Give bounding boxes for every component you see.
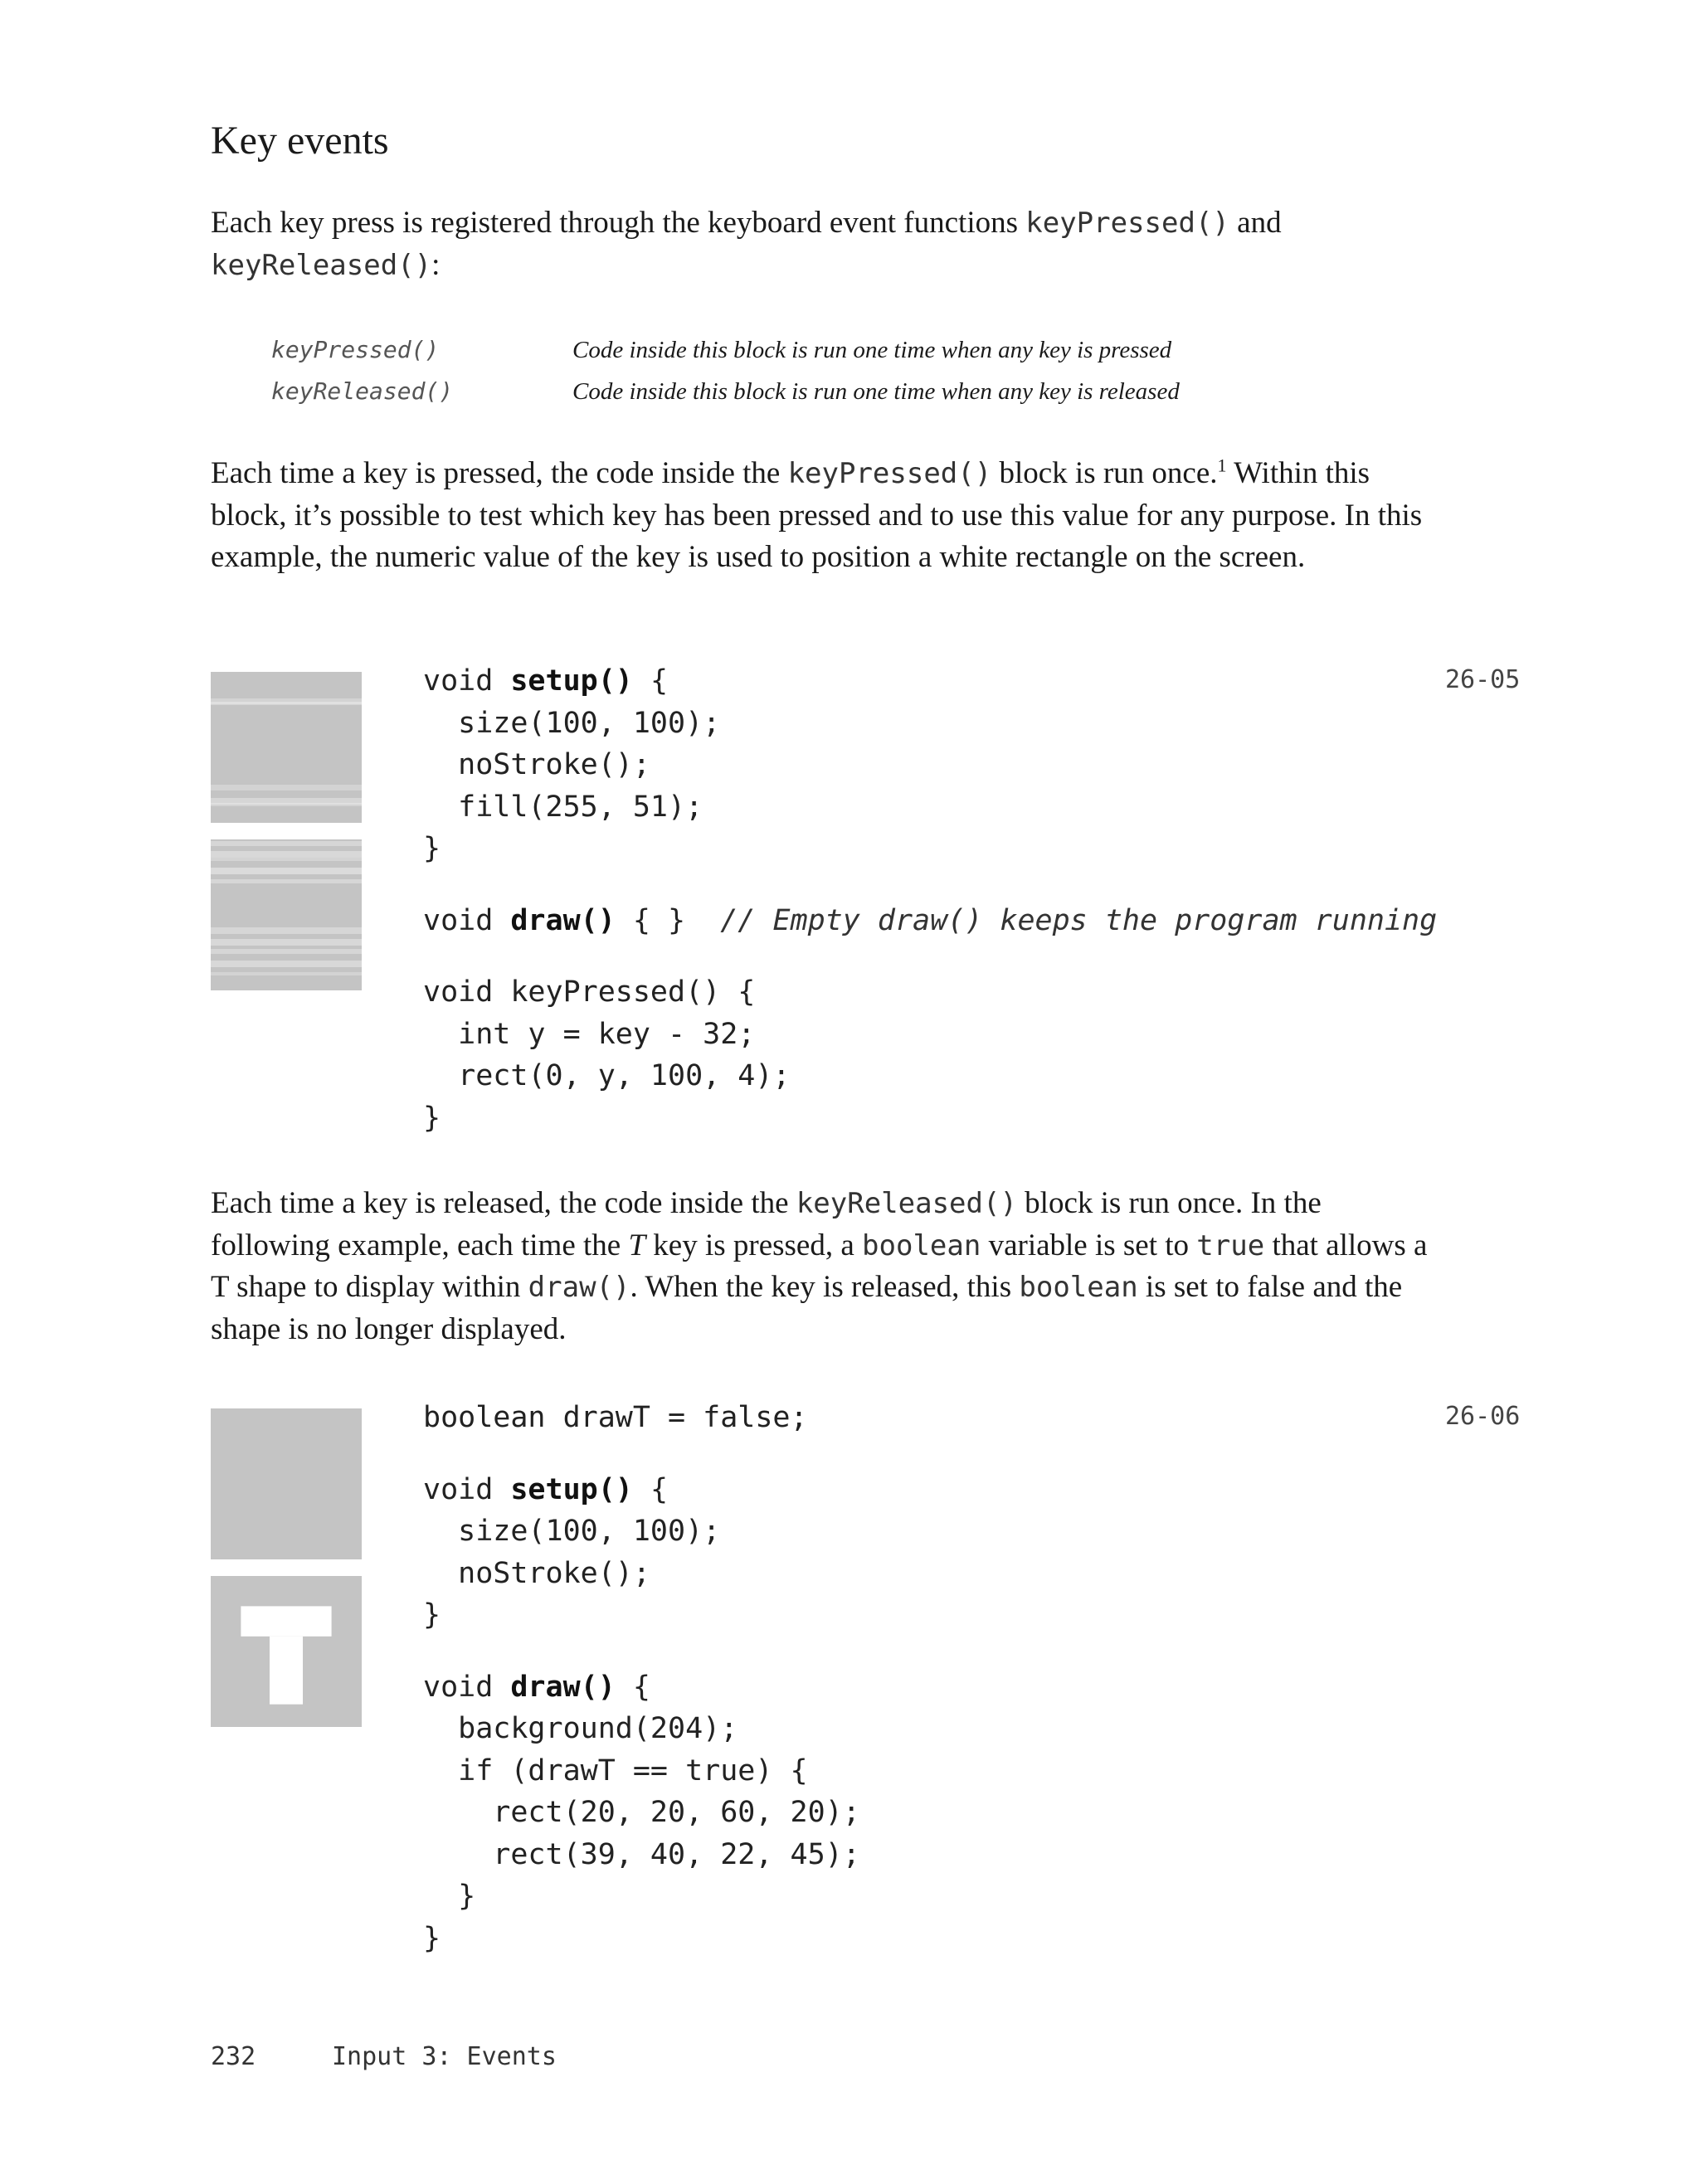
function-name-keypressed: keyPressed() xyxy=(271,336,440,363)
intro-code-keypressed: keyPressed() xyxy=(1025,207,1229,240)
p3-code-keyreleased: keyReleased() xyxy=(796,1187,1017,1220)
code-line: void setup() { xyxy=(423,1472,669,1506)
p3-text-6: . When the key is released, this xyxy=(630,1270,1020,1304)
p3-code-boolean-2: boolean xyxy=(1019,1271,1138,1304)
footnote-marker: 1 xyxy=(1217,455,1227,476)
code-line: rect(20, 20, 60, 20); xyxy=(423,1796,860,1829)
example-number-26-06: 26-06 xyxy=(1445,1402,1521,1431)
code-line: rect(39, 40, 22, 45); xyxy=(423,1837,860,1871)
intro-text-3: : xyxy=(431,247,441,282)
code-line: size(100, 100); xyxy=(423,706,721,740)
code-line: } xyxy=(423,1101,441,1135)
code-line: int y = key - 32; xyxy=(423,1017,756,1051)
p3-code-boolean: boolean xyxy=(862,1228,981,1262)
example-26-05-output-bottom xyxy=(211,839,362,990)
p3-text-4: variable is set to xyxy=(981,1228,1197,1262)
example-26-05-output-top xyxy=(211,672,362,823)
intro-paragraph xyxy=(211,202,1430,286)
p3-text-2: block is run once. In the following example, each time the xyxy=(211,1186,1322,1262)
p2-text-1: Each time a key is pressed, the code inside the xyxy=(211,456,788,490)
keypressed-paragraph xyxy=(211,453,1430,579)
code-line: void setup() { xyxy=(423,664,669,698)
p3-text-5: that allows a T shape to display within xyxy=(211,1228,1428,1304)
page-number: 232 xyxy=(211,2042,256,2071)
p3-text-3: key is pressed, a xyxy=(645,1228,863,1262)
intro-text-1: Each key press is registered through the keyboard event functions xyxy=(211,206,1026,240)
p3-code-true: true xyxy=(1196,1228,1265,1262)
code-example-26-05 xyxy=(423,660,1437,1139)
code-line: noStroke(); xyxy=(423,1556,650,1590)
code-line: } xyxy=(423,832,441,865)
function-desc-keypressed: Code inside this block is run one time when any key is pressed xyxy=(572,337,1172,363)
code-line: noStroke(); xyxy=(423,748,650,781)
section-heading: Key events xyxy=(211,119,389,163)
p3-code-draw: draw() xyxy=(528,1271,630,1304)
function-name-keyreleased: keyReleased() xyxy=(271,377,454,405)
function-desc-keyreleased: Code inside this block is run one time when any key is released xyxy=(572,378,1180,405)
example-26-06-output-t-shape xyxy=(211,1576,362,1727)
code-line: void draw() { xyxy=(423,1670,650,1704)
example-number-26-05: 26-05 xyxy=(1445,665,1521,694)
code-comment: // Empty draw() keeps the program running xyxy=(720,903,1438,937)
running-footer-section: Input 3: Events xyxy=(332,2042,557,2071)
p3-text-1: Each time a key is released, the code inside the xyxy=(211,1186,796,1220)
intro-code-keyreleased: keyReleased() xyxy=(211,248,432,282)
p3-italic-t: T xyxy=(628,1228,646,1262)
keyreleased-paragraph xyxy=(211,1183,1430,1350)
intro-text-2: and xyxy=(1229,206,1282,240)
code-line: } xyxy=(423,1921,441,1955)
p2-code-keypressed: keyPressed() xyxy=(787,457,992,490)
code-line: void draw() { } // Empty draw() keeps the program running xyxy=(423,903,1438,937)
code-line: size(100, 100); xyxy=(423,1515,721,1548)
code-line: rect(0, y, 100, 4); xyxy=(423,1059,791,1092)
code-line: if (drawT == true) { xyxy=(423,1754,808,1788)
code-line: background(204); xyxy=(423,1712,738,1745)
example-26-06-output-blank xyxy=(211,1408,362,1559)
code-example-26-06 xyxy=(423,1397,860,1959)
p2-text-2: block is run once. xyxy=(991,456,1218,490)
p3-text-7: is set to false and the shape is no longer displayed. xyxy=(211,1270,1403,1346)
code-line: void keyPressed() { xyxy=(423,975,756,1009)
t-shape-icon xyxy=(211,1576,362,1727)
code-line: boolean drawT = false; xyxy=(423,1401,808,1434)
code-line: } xyxy=(423,1880,476,1913)
code-line: } xyxy=(423,1598,441,1632)
p2-text-3: Within this block, it’s possible to test which key has been pressed and to use this value for any purpose. In this example, the numeric value of the key is used to position a white rectangle on the screen. xyxy=(211,456,1423,574)
code-line: fill(255, 51); xyxy=(423,790,703,824)
